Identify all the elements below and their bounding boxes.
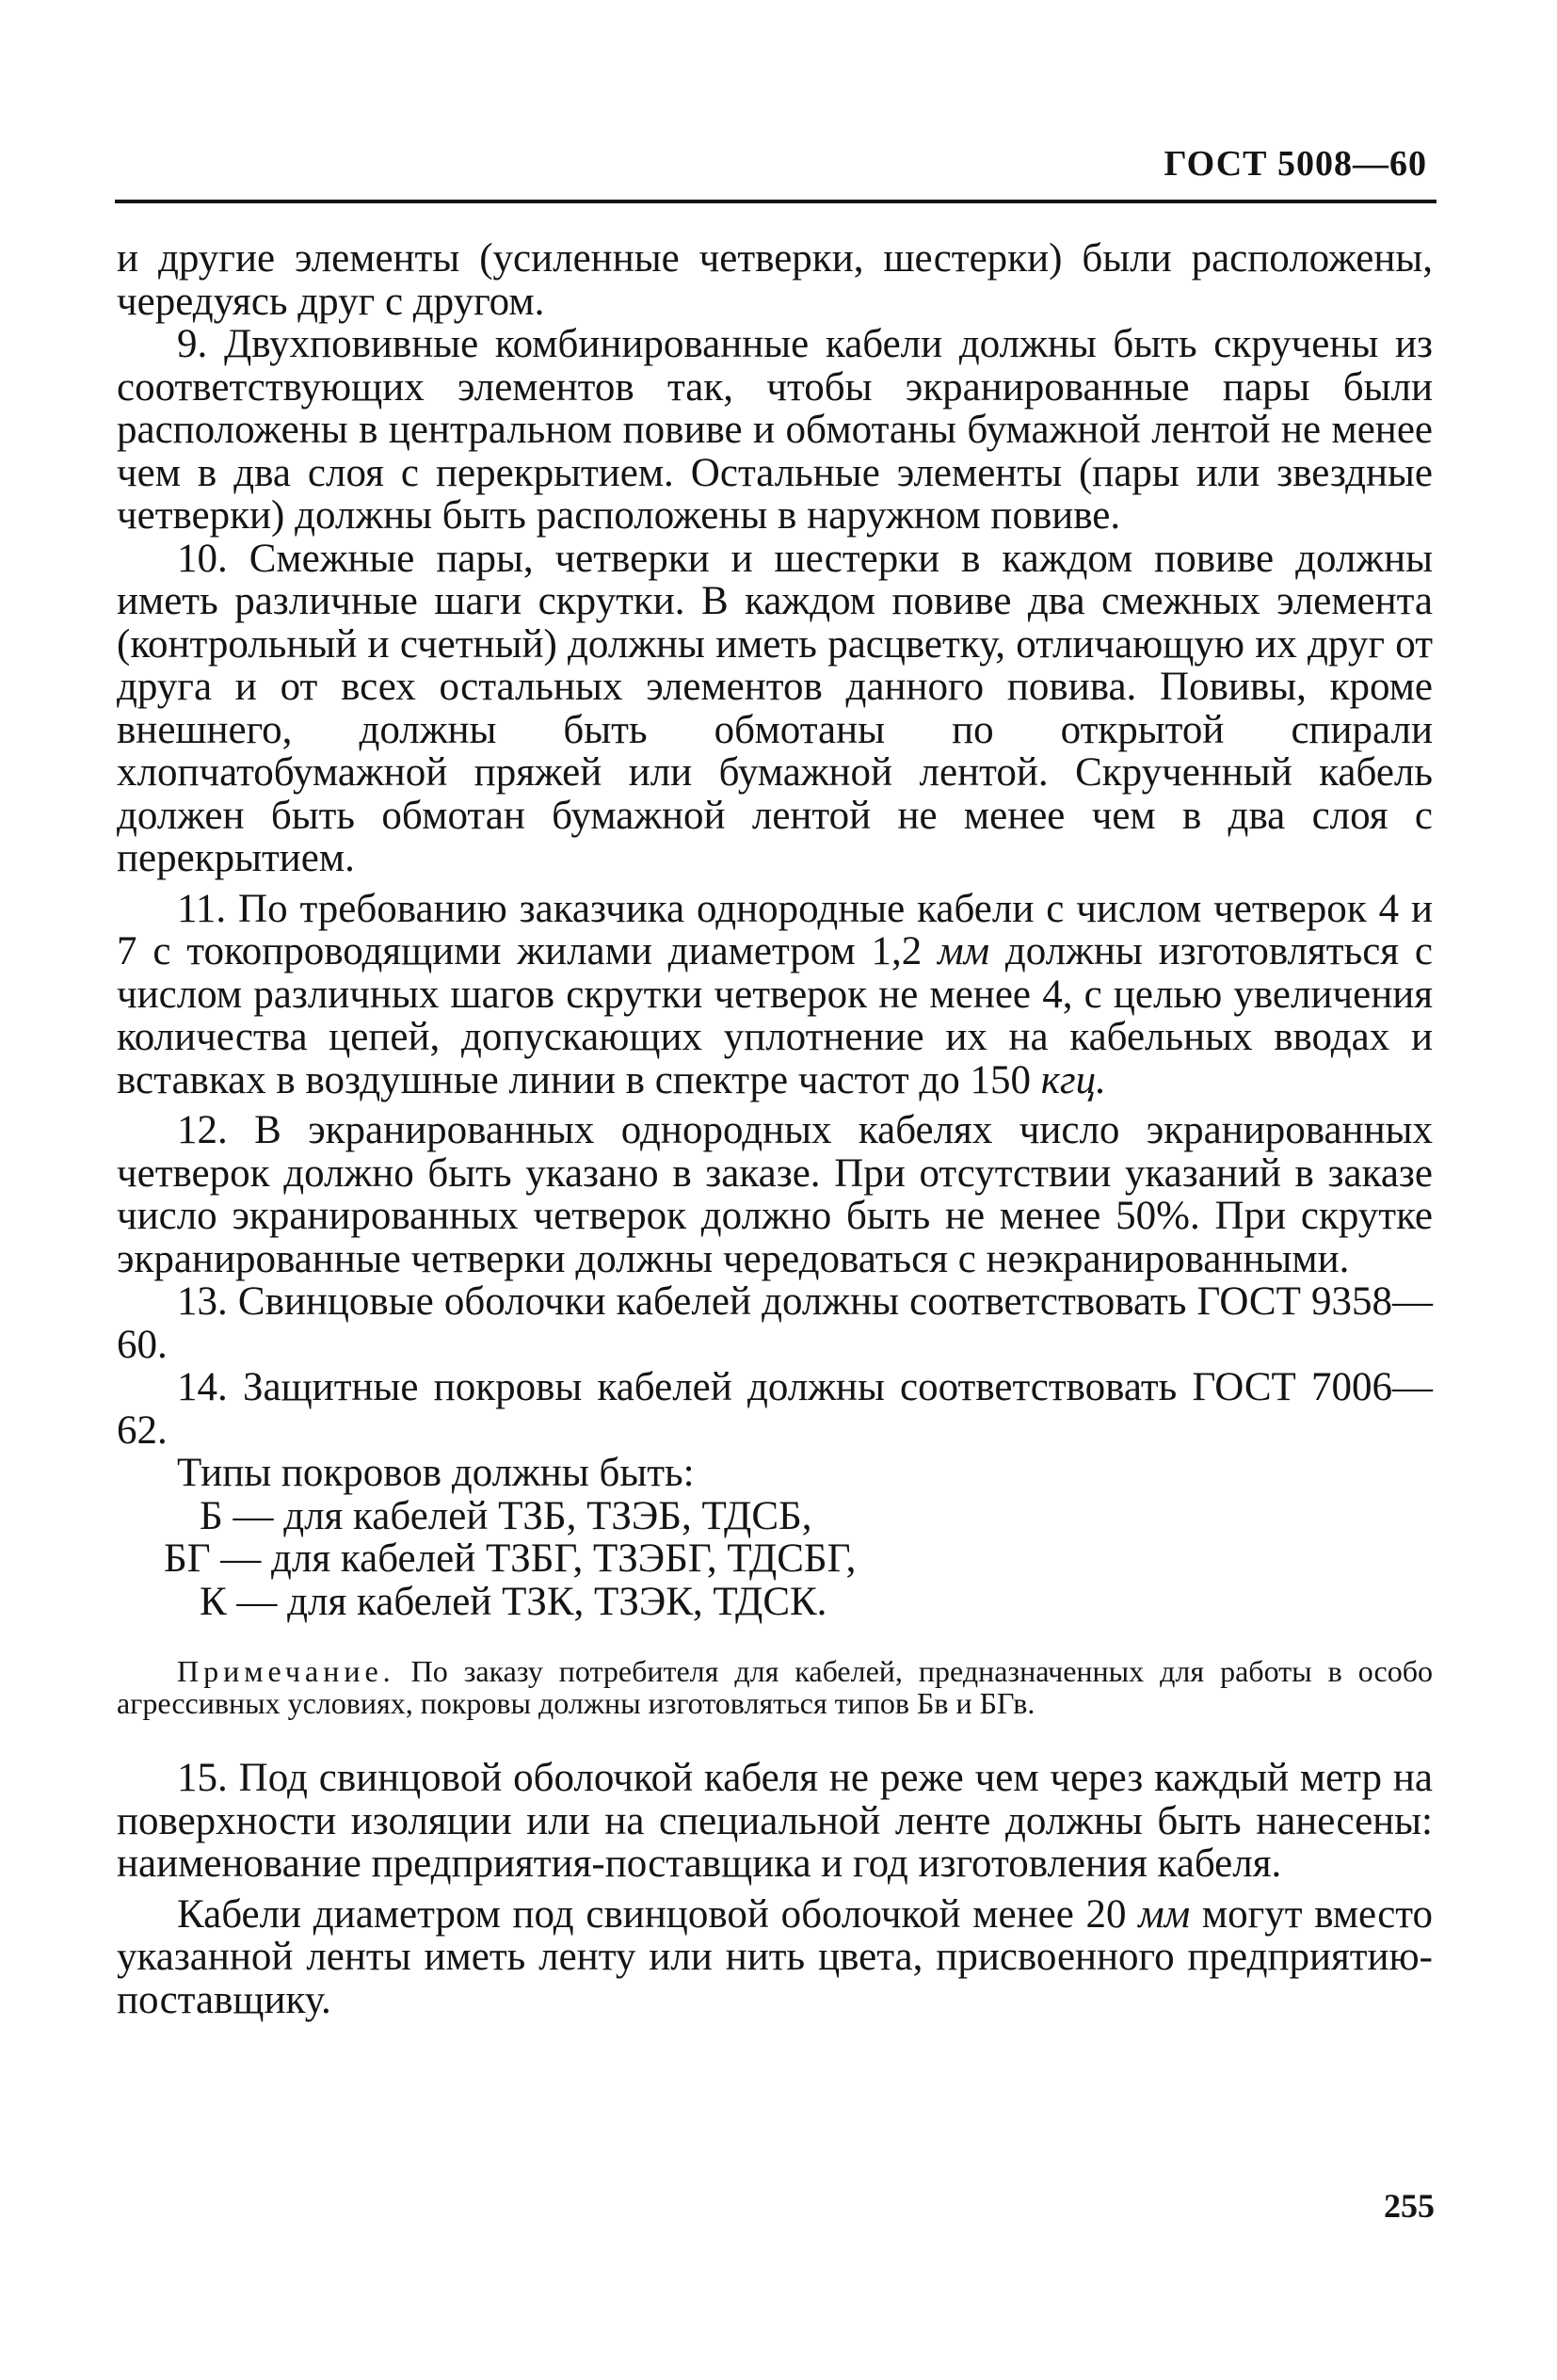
note-text: По заказу потребителя для кабелей, предназначенных для работы в особо агрессивных условиях, покровы должны изготовляться типов Бв и БГв. [117, 1654, 1434, 1720]
paragraph-16-text-b: могут вместо указанной ленты иметь ленту или нить цвета, присвоенного предприятию-поставщику. [117, 1891, 1434, 2022]
page-number: 255 [1384, 2187, 1435, 2225]
paragraph-11-text-a: 11. По требованию заказчика однородные кабели с числом четверок 4 и 7 с токопроводящими жилами диаметром 1,2 [117, 886, 1433, 973]
paragraph-16 [117, 1893, 1433, 2022]
types-list-item: Б — для кабелей ТЗБ, ТЗЭБ, ТДСБ, [200, 1493, 812, 1538]
unit-mm: мм [938, 929, 990, 973]
types-intro: Типы покровов должны быть: [177, 1451, 695, 1495]
paragraph-12: 12. В экранированных однородных кабелях число экранированных четверок должно быть указано в заказе. При отсутствии указаний в заказе число экранированных четверок должно быть не менее 50%. При скрутке экранированные четверки должны чередоваться с неэкранированными. [117, 1108, 1433, 1281]
paragraph-16-text-a: Кабели диаметром под свинцовой оболочкой менее 20 [177, 1891, 1127, 1937]
paragraph-10: 10. Смежные пары, четверки и шестерки в каждом повиве должны иметь различные шаги скрутки. В каждом повиве два смежных элемента (контрольный и счетный) должны иметь расцветку, отличающую их друг от друга и от всех остальных элементов данного повива. Повивы, кроме внешнего, должны быть обмотаны по открытой спирали хлопчатобумажной пряжей или бумажной лентой. Скрученный кабель должен быть обмотан бумажной лентой не менее чем в два слоя с перекрытием. [117, 536, 1433, 880]
types-list-item: БГ — для кабелей ТЗБГ, ТЗЭБГ, ТДСБГ, [164, 1536, 857, 1581]
types-list-item: К — для кабелей ТЗК, ТЗЭК, ТДСК. [200, 1579, 827, 1624]
note [117, 1655, 1433, 1719]
paragraph-13: 13. Свинцовые оболочки кабелей должны соответствовать ГОСТ 9358—60. [117, 1279, 1433, 1367]
document-body [117, 237, 1433, 2021]
note-label: Примечание. [177, 1654, 395, 1688]
paragraph-9: 9. Двухповивные комбинированные кабели должны быть скручены из соответствующих элементов так, чтобы экранированные пары были расположены в центральном повиве и обмотаны бумажной лентой не менее чем в два слоя с перекрытием. Остальные элементы (пары или звездные четверки) должны быть расположены в наружном повиве. [117, 322, 1433, 538]
paragraph-11 [117, 888, 1433, 1102]
unit-kgc: кгц. [1040, 1057, 1106, 1102]
paragraph-14: 14. Защитные покровы кабелей должны соответствовать ГОСТ 7006—62. [117, 1365, 1433, 1453]
types-list [117, 1495, 1433, 1624]
unit-mm: мм [1138, 1891, 1191, 1937]
header-rule [115, 200, 1437, 203]
page-header: ГОСТ 5008—60 [1164, 144, 1427, 184]
paragraph-11-text-b: должны изготовляться с числом различных шагов скрутки четверок не менее 4, с целью увеличения количества цепей, допускающих уплотнение их на кабельных вводах и вставках в воздушные линии в спектре частот до 150 [117, 929, 1433, 1102]
paragraph-continuation: и другие элементы (усиленные четверки, шестерки) были расположены, чередуясь друг с другом. [117, 236, 1433, 324]
paragraph-15: 15. Под свинцовой оболочкой кабеля не реже чем через каждый метр на поверхности изоляции или на специальной ленте должны быть нанесены: наименование предприятия-поставщика и год изготовления кабеля. [117, 1756, 1433, 1886]
